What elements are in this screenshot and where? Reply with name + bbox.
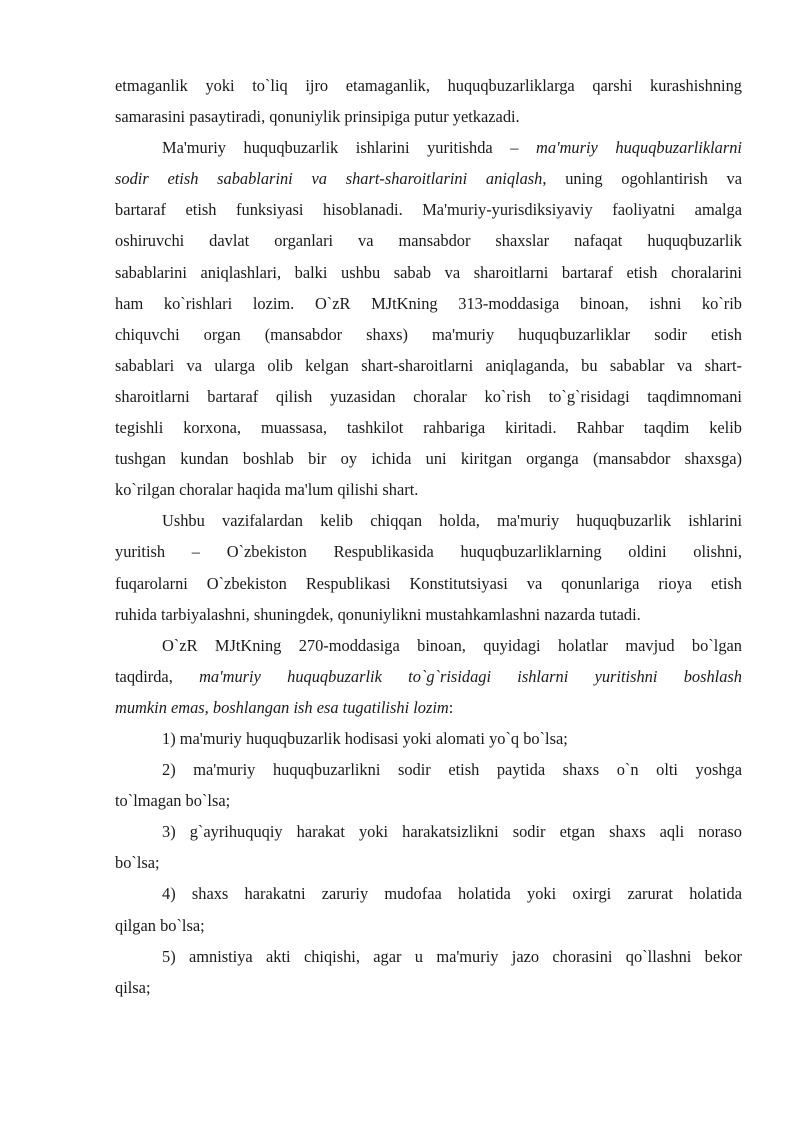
text-line: ko`rilgan choralar haqida ma'lum qilishi shart.: [115, 480, 419, 500]
text-line: 3) g`ayrihuquqiy harakat yoki harakatsizlikni sodir etgan shaxs aqli noraso: [162, 822, 742, 842]
text-line: 4) shaxs harakatni zaruriy mudofaa holatida yoki oxirgi zarurat holatida: [162, 884, 742, 904]
text-line: qilgan bo`lsa;: [115, 915, 205, 935]
paragraph-tasks: [115, 505, 742, 629]
text-line: bo`lsa;: [115, 853, 160, 873]
text-run: taqdirda,: [115, 666, 200, 686]
text-line: 5) amnistiya akti chiqishi, agar u ma'muriy jazo chorasini qo`llashni bekor: [162, 946, 742, 966]
document-page: [115, 70, 742, 1003]
italic-run: ma'muriy huquqbuzarliklarni: [536, 138, 742, 158]
text-line: oshiruvchi davlat organlari va mansabdor shaxslar nafaqat huquqbuzarlik: [115, 231, 742, 251]
text-line: O`zR MJtKning 270-moddasiga binoan, quyidagi holatlar mavjud bo`lgan: [162, 635, 742, 655]
italic-run: sodir etish sabablarini va shart-sharoitlarini aniqlash: [115, 169, 543, 189]
text-line: sharoitlarni bartaraf qilish yuzasidan choralar ko`rish to`g`risidagi taqdimnomani: [115, 386, 742, 406]
text-line: qilsa;: [115, 977, 151, 997]
text-line: [115, 661, 742, 692]
text-line: yuritish – O`zbekiston Respublikasida huquqbuzarliklarning oldini olishni,: [115, 542, 742, 562]
text-line: to`lmagan bo`lsa;: [115, 791, 231, 811]
list-item: [115, 816, 742, 878]
list-item: [115, 941, 742, 1003]
text-line: Ushbu vazifalardan kelib chiqqan holda, ma'muriy huquqbuzarlik ishlarini: [162, 511, 742, 531]
text-line: fuqarolarni O`zbekiston Respublikasi Konstitutsiyasi va qonunlariga rioya etish: [115, 573, 742, 593]
paragraph-continuation: [115, 70, 742, 132]
list-item: [115, 754, 742, 816]
list-item: [115, 878, 742, 940]
paragraph-article-270: [115, 630, 742, 723]
italic-run: mumkin emas, boshlangan ish esa tugatilishi lozim: [115, 697, 449, 717]
text-line: 1) ma'muriy huquqbuzarlik hodisasi yoki alomati yo`q bo`lsa;: [162, 728, 568, 748]
text-line: tushgan kundan boshlab bir oy ichida uni kiritgan organga (mansabdor shaxsga): [115, 449, 742, 469]
text-line: tegishli korxona, muassasa, tashkilot rahbariga kiritadi. Rahbar taqdim kelib: [115, 418, 742, 438]
text-run: :: [448, 697, 454, 717]
text-line: ruhida tarbiyalashni, shuningdek, qonuniylikni mustahkamlashni nazarda tutadi.: [115, 604, 641, 624]
text-run: , uning ogohlantirish va: [542, 169, 742, 189]
text-line: ham ko`rishlari lozim. O`zR MJtKning 313-moddasiga binoan, ishni ko`rib: [115, 293, 742, 313]
text-line: etmaganlik yoki to`liq ijro etamaganlik, huquqbuzarliklarga qarshi kurashishning: [115, 76, 742, 95]
paragraph-causes: [115, 132, 742, 505]
list-item: [115, 723, 742, 754]
text-line: sabablarini aniqlashlari, balki ushbu sabab va sharoitlarni bartaraf etish choralarini: [115, 262, 742, 282]
text-line: [115, 163, 742, 194]
text-line: [115, 132, 742, 163]
text-line: bartaraf etish funksiyasi hisoblanadi. Ma'muriy-yurisdiksiyaviy faoliyatni amalga: [115, 200, 742, 220]
italic-run: ma'muriy huquqbuzarlik to`g`risidagi ishlarni yuritishni boshlash: [199, 666, 742, 686]
text-line: samarasini pasaytiradi, qonuniylik prinsipiga putur yetkazadi.: [115, 107, 520, 127]
text-run: Ma'muriy huquqbuzarlik ishlarini yuritishda –: [162, 138, 537, 158]
text-line: chiquvchi organ (mansabdor shaxs) ma'muriy huquqbuzarliklar sodir etish: [115, 324, 742, 344]
text-line: sabablari va ularga olib kelgan shart-sharoitlarni aniqlaganda, bu sabablar va shart-: [115, 355, 742, 375]
text-line: 2) ma'muriy huquqbuzarlikni sodir etish paytida shaxs o`n olti yoshga: [162, 760, 742, 780]
text-line: [115, 692, 742, 723]
